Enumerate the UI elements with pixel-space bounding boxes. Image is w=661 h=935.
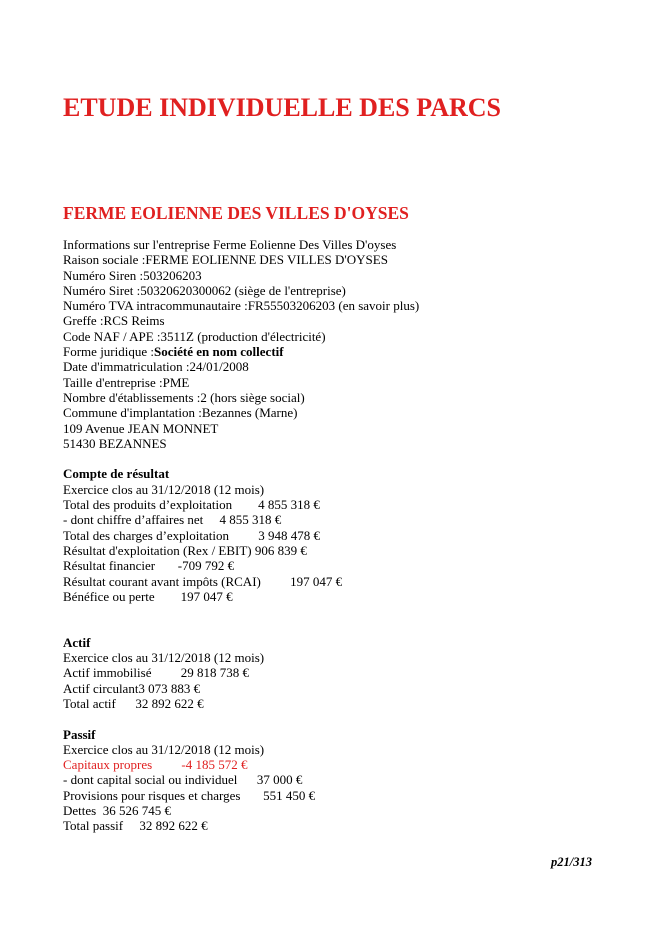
liabilities (63, 727, 623, 834)
liabilities-line: - dont capital social ou individuel 37 000 € (63, 772, 303, 788)
assets (63, 635, 623, 711)
company-title: FERME EOLIENNE DES VILLES D'OYSES (63, 203, 409, 223)
income-statement (63, 466, 623, 604)
liabilities-line: Provisions pour risques et charges 551 450 € (63, 787, 316, 803)
assets-line: Actif immobilisé 29 818 738 € (63, 665, 249, 681)
info-line: Code NAF / APE :3511Z (production d'électricité) (63, 328, 326, 344)
info-line: Date d'immatriculation :24/01/2008 (63, 359, 249, 375)
main-title: ETUDE INDIVIDUELLE DES PARCS (63, 93, 502, 122)
info-line: Raison sociale :FERME EOLIENNE DES VILLES D'OYSES (63, 252, 388, 268)
spacer (63, 711, 623, 726)
liabilities-line: Exercice clos au 31/12/2018 (12 mois) (63, 741, 265, 757)
section-heading: Passif (63, 726, 96, 742)
legal-form-label: Forme juridique : (63, 344, 154, 360)
info-line-legal-form (63, 344, 623, 359)
info-line: 51430 BEZANNES (63, 435, 167, 451)
info-line: Nombre d'établissements :2 (hors siège social) (63, 389, 305, 405)
income-line: Résultat courant avant impôts (RCAI) 197 047 € (63, 573, 343, 589)
info-line: Commune d'implantation :Bezannes (Marne) (63, 405, 298, 421)
info-line: 109 Avenue JEAN MONNET (63, 420, 219, 436)
liabilities-line: Dettes 36 526 745 € (63, 802, 171, 818)
spacer (63, 604, 623, 635)
equity-line: Capitaux propres -4 185 572 € (63, 757, 248, 773)
income-line: Bénéfice ou perte 197 047 € (63, 588, 233, 604)
assets-line: Total actif 32 892 622 € (63, 695, 204, 711)
liabilities-line: Total passif 32 892 622 € (63, 818, 208, 834)
income-line: Résultat d'exploitation (Rex / EBIT) 906 839 € (63, 542, 307, 558)
income-line: Total des charges d’exploitation 3 948 478 € (63, 527, 320, 543)
info-line: Informations sur l'entreprise Ferme Eolienne Des Villes D'oyses (63, 237, 397, 252)
assets-line: Exercice clos au 31/12/2018 (12 mois) (63, 650, 265, 666)
income-line: Exercice clos au 31/12/2018 (12 mois) (63, 481, 265, 497)
info-line: Numéro Siret :50320620300062 (siège de l'entreprise) (63, 282, 346, 298)
info-line: Taille d'entreprise :PME (63, 374, 190, 390)
info-line: Greffe :RCS Reims (63, 313, 165, 329)
assets-line: Actif circulant3 073 883 € (63, 680, 201, 696)
income-line: Résultat financier -709 792 € (63, 558, 235, 574)
income-line: Total des produits d’exploitation 4 855 318 € (63, 497, 320, 513)
legal-form-value: Société en nom collectif (154, 344, 284, 360)
section-heading: Compte de résultat (63, 466, 170, 482)
info-line: Numéro TVA intracommunautaire :FR55503206203 (en savoir plus) (63, 298, 420, 314)
page-number: p21/313 (551, 855, 592, 869)
info-line: Numéro Siren :503206203 (63, 267, 202, 283)
company-info (63, 237, 623, 451)
document-body (63, 237, 623, 834)
income-line: - dont chiffre d’affaires net 4 855 318 € (63, 512, 282, 528)
section-heading: Actif (63, 634, 91, 650)
spacer (63, 451, 623, 466)
